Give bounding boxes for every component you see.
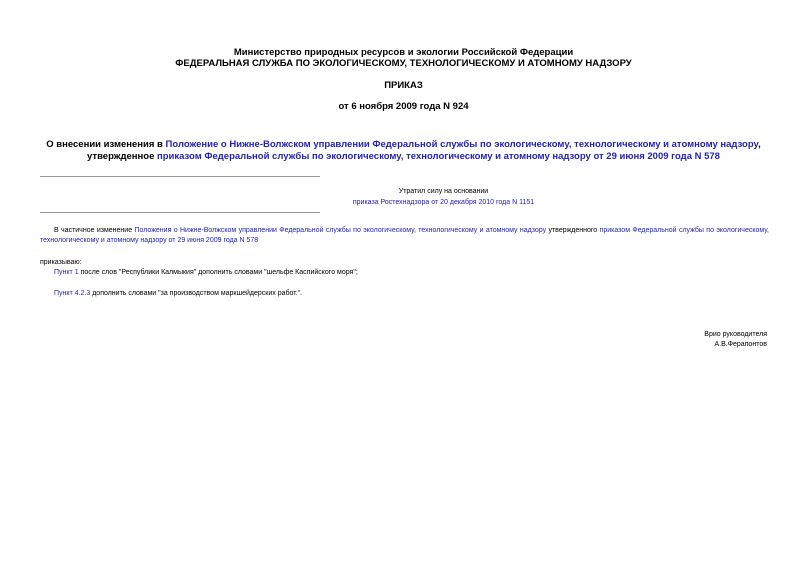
item-1-link[interactable]: Пункт 1	[54, 269, 79, 276]
status-note-text: Утратил силу на основании	[398, 188, 489, 195]
item-2-text: дополнить словами "за производством маркшейдерских работ.".	[90, 290, 303, 297]
title-link-regulation[interactable]: Положение о Нижне-Волжском управлении Федеральной службы по экологическому, технологическому и атомному надзору	[165, 139, 759, 150]
order-word: приказываю:	[40, 259, 82, 266]
ministry-name: Министерство природных ресурсов и экологии Российской Федерации	[233, 47, 574, 58]
divider-top	[40, 176, 320, 177]
item-2-link[interactable]: Пункт 4.2.3	[54, 290, 91, 297]
divider-bottom	[40, 212, 320, 213]
title-middle: , утвержденное	[87, 139, 761, 162]
status-note-link[interactable]: приказа Ростехнадзора от 20 декабря 2010 года N 1151	[352, 199, 535, 206]
signature-name: А.В.Ферапонтов	[714, 341, 767, 348]
item-1	[54, 268, 358, 278]
document-type: ПРИКАЗ	[384, 80, 423, 91]
status-note-link-wrap	[250, 197, 637, 209]
document-title	[40, 139, 767, 163]
intro-middle: утвержденного	[546, 227, 600, 234]
title-link-order-578[interactable]: приказом Федеральной службы по экологическому, технологическому и атомному надзору от 29 июня 2009 года N 578	[157, 151, 720, 162]
item-1-text: после слов "Республики Калмыкия" дополнить словами "шельфе Каспийского моря";	[78, 269, 358, 276]
title-prefix: О внесении изменения в	[46, 139, 166, 150]
intro-paragraph	[40, 226, 769, 246]
service-name: ФЕДЕРАЛЬНАЯ СЛУЖБА ПО ЭКОЛОГИЧЕСКОМУ, ТЕХНОЛОГИЧЕСКОМУ И АТОМНОМУ НАДЗОРУ	[175, 58, 632, 69]
item-2	[54, 289, 302, 299]
intro-prefix: В частичное изменение	[54, 227, 135, 234]
intro-link-order-578[interactable]: приказом Федеральной службы по экологическому, технологическому и атомному надзору от 29 июня 2009 года N 578	[40, 227, 770, 244]
intro-link-regulation[interactable]: Положения о Нижне-Волжском управлении Федеральной службы по экологическому, технологическому и атомному надзору	[134, 227, 547, 234]
document-date-number: от 6 ноября 2009 года N 924	[338, 101, 469, 112]
signature-position: Врио руководителя	[704, 331, 767, 338]
